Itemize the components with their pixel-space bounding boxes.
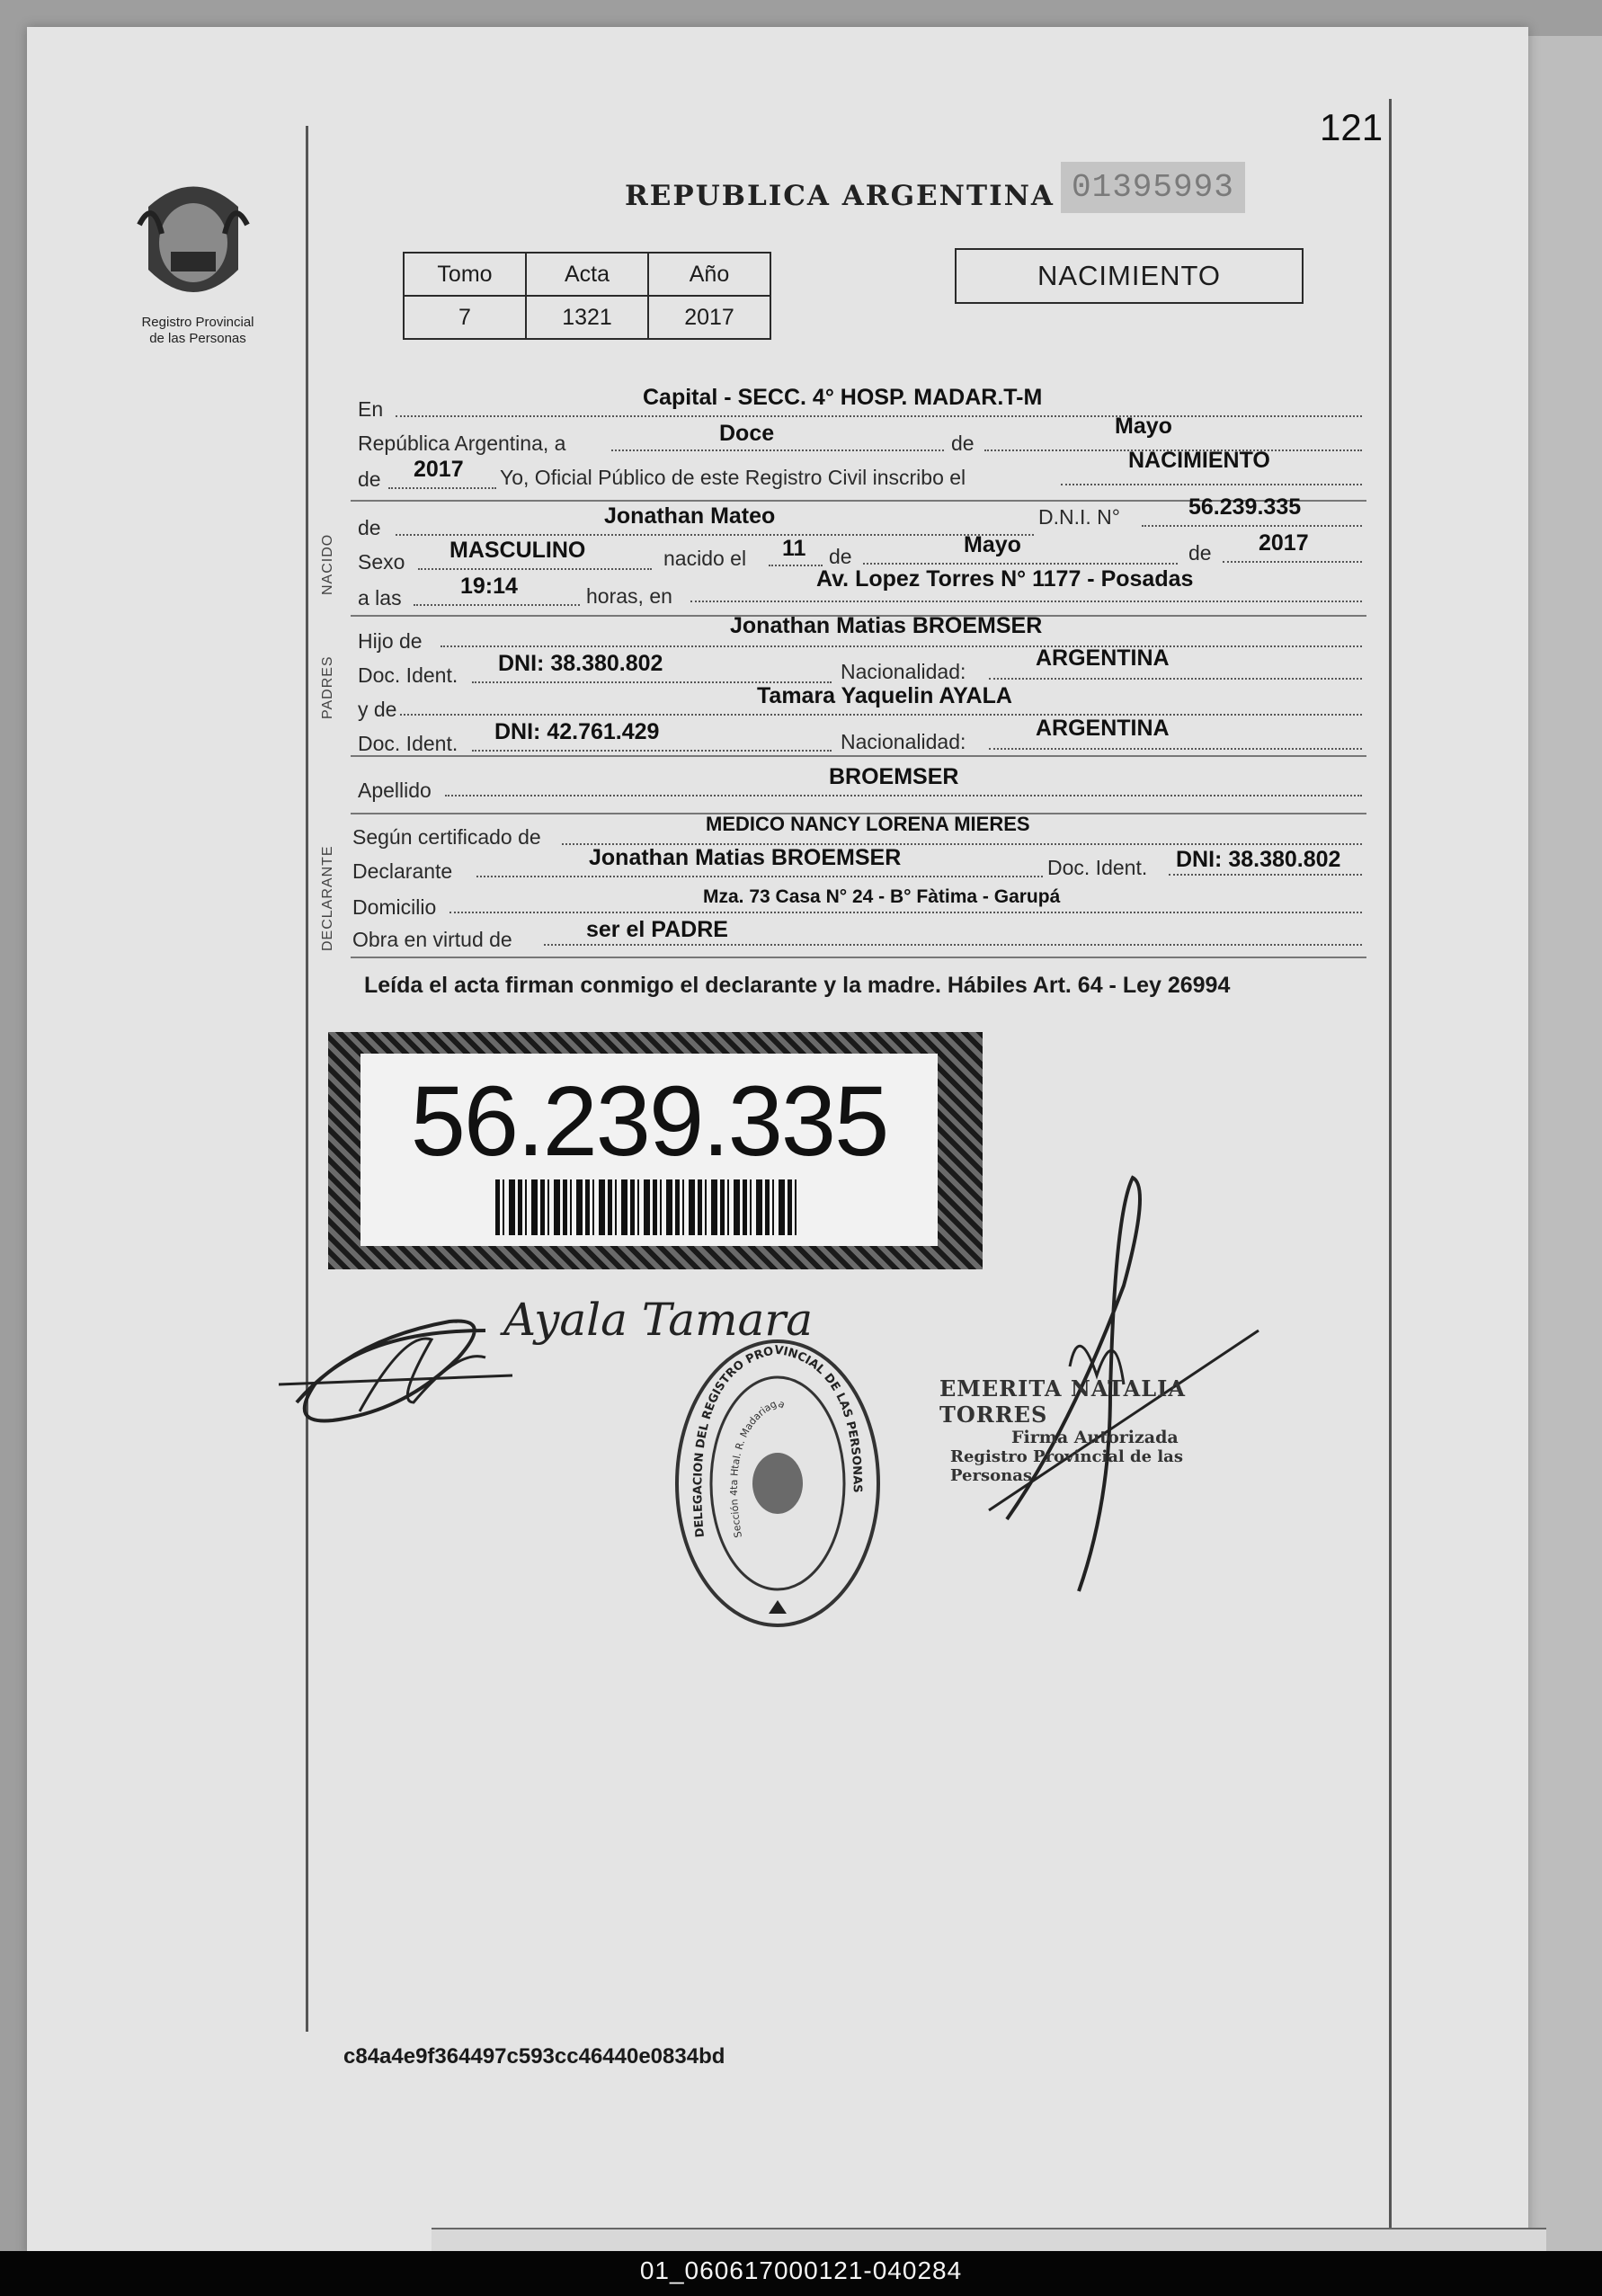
padres-section-label: PADRES <box>320 655 335 719</box>
tomo-value: 7 <box>404 296 526 339</box>
father-nationality: ARGENTINA <box>1036 645 1170 671</box>
dni-label: D.N.I. N° <box>1038 505 1120 529</box>
day-fill <box>611 439 944 451</box>
footer-id: 01_060617000121-040284 <box>639 2256 963 2284</box>
mother-doc: DNI: 42.761.429 <box>494 719 660 744</box>
mother-signature-text: Ayala Tamara <box>503 1294 814 1346</box>
place-value: Capital - SECC. 4° HOSP. MADAR.T-M <box>643 385 1043 410</box>
document-hash: c84a4e9f364497c593cc46440e0834bd <box>343 2044 725 2069</box>
official-seal <box>670 1330 886 1636</box>
serial-number-stamp: 01395993 <box>1061 162 1245 213</box>
mother-name: Tamara Yaquelin AYALA <box>757 683 1012 708</box>
obra-label: Obra en virtud de <box>352 928 512 951</box>
provincial-crest-logo <box>135 171 252 315</box>
declarante-label: Declarante <box>352 859 453 883</box>
mother-nationality-label: Nacionalidad: <box>841 730 966 753</box>
sexo-label: Sexo <box>358 550 405 574</box>
tomo-header: Tomo <box>404 253 526 296</box>
registry-table <box>403 252 771 340</box>
logo-caption: Registro Provincial de las Personas <box>141 315 254 346</box>
dni-sticker-number: 56.239.335 <box>410 1066 888 1177</box>
barcode <box>495 1179 801 1235</box>
country-heading: REPUBLICA ARGENTINA <box>625 180 1055 212</box>
mother-doc-label: Doc. Ident. <box>358 732 458 755</box>
horas-en-label: horas, en <box>586 584 672 608</box>
declarante-section-label: DECLARANTE <box>320 845 335 951</box>
separator <box>351 755 1366 757</box>
father-doc-label: Doc. Ident. <box>358 663 458 687</box>
child-name: Jonathan Mateo <box>604 503 776 529</box>
a-las-label: a las <box>358 586 402 610</box>
birth-place: Av. Lopez Torres N° 1177 - Posadas <box>816 566 1194 592</box>
de-label: de <box>951 432 975 455</box>
birth-time: 19:14 <box>460 574 518 599</box>
certificado-label: Según certificado de <box>352 825 541 849</box>
father-nationality-label: Nacionalidad: <box>841 660 966 683</box>
de-name-label: de <box>358 516 381 539</box>
closing-text: Leída el acta firman conmigo el declarante y la madre. Hábiles Art. 64 - Ley 26994 <box>364 973 1231 998</box>
acta-value: 1321 <box>526 296 648 339</box>
birth-day: 11 <box>782 536 806 561</box>
apellido-label: Apellido <box>358 779 432 802</box>
apellido-value: BROEMSER <box>829 764 959 789</box>
event-fill <box>1061 473 1362 485</box>
registrar-org: Registro Provincial de las Personas <box>950 1447 1183 1485</box>
certificado-value: MEDICO NANCY LORENA MIERES <box>706 813 1030 835</box>
seal-inner-text: Sección 4ta Htal. R. Madariaga <box>727 1397 788 1539</box>
birth-month: Mayo <box>964 532 1021 557</box>
seal-text: DELEGACION DEL REGISTRO PROVINCIAL DE LAS PERSONAS <box>691 1343 864 1538</box>
month-value: Mayo <box>1115 414 1172 439</box>
registrar-stamp <box>939 1375 1263 1485</box>
dni-sticker <box>328 1032 983 1269</box>
next-page-stub <box>432 2228 1546 2253</box>
de-birth-year-label: de <box>1188 541 1212 565</box>
event-value: NACIMIENTO <box>1128 448 1270 473</box>
declarante-doc: DNI: 38.380.802 <box>1176 847 1341 872</box>
de-year-label: de <box>358 467 381 491</box>
acta-type-box: NACIMIENTO <box>955 248 1304 304</box>
adjacent-page-edge <box>1528 36 1602 2256</box>
statement-text: Yo, Oficial Público de este Registro Civil inscribo el <box>500 466 966 489</box>
obra-value: ser el PADRE <box>586 917 728 942</box>
de-month-label: de <box>829 545 852 568</box>
year-value: 2017 <box>414 457 464 482</box>
domicilio-label: Domicilio <box>352 895 437 919</box>
ano-value: 2017 <box>648 296 770 339</box>
declarante-doc-label: Doc. Ident. <box>1047 856 1148 879</box>
right-margin-line <box>1389 99 1392 2256</box>
child-dni: 56.239.335 <box>1188 494 1302 520</box>
page-number: 121 <box>1320 106 1384 148</box>
father-doc: DNI: 38.380.802 <box>498 651 663 676</box>
day-value: Doce <box>719 421 775 446</box>
nacido-el-label: nacido el <box>663 547 747 570</box>
nacido-section-label: NACIDO <box>320 533 335 595</box>
separator <box>351 957 1366 958</box>
mother-nationality: ARGENTINA <box>1036 716 1170 741</box>
en-label: En <box>358 397 384 421</box>
birth-year: 2017 <box>1259 530 1309 556</box>
registrar-role: Firma Autorizada <box>1011 1428 1179 1447</box>
left-margin-line <box>306 126 308 2032</box>
declarante-value: Jonathan Matias BROEMSER <box>589 845 902 870</box>
ano-header: Año <box>648 253 770 296</box>
hijo-de-label: Hijo de <box>358 629 423 653</box>
y-de-label: y de <box>358 698 397 721</box>
acta-header: Acta <box>526 253 648 296</box>
republica-label: República Argentina, a <box>358 432 566 455</box>
father-name: Jonathan Matias BROEMSER <box>730 613 1043 638</box>
sexo-value: MASCULINO <box>449 538 586 563</box>
domicilio-value: Mza. 73 Casa N° 24 - B° Fàtima - Garupá <box>703 886 1061 907</box>
registrar-name: EMERITA NATALIA TORRES <box>939 1375 1186 1428</box>
dni-sticker-label <box>360 1054 938 1246</box>
